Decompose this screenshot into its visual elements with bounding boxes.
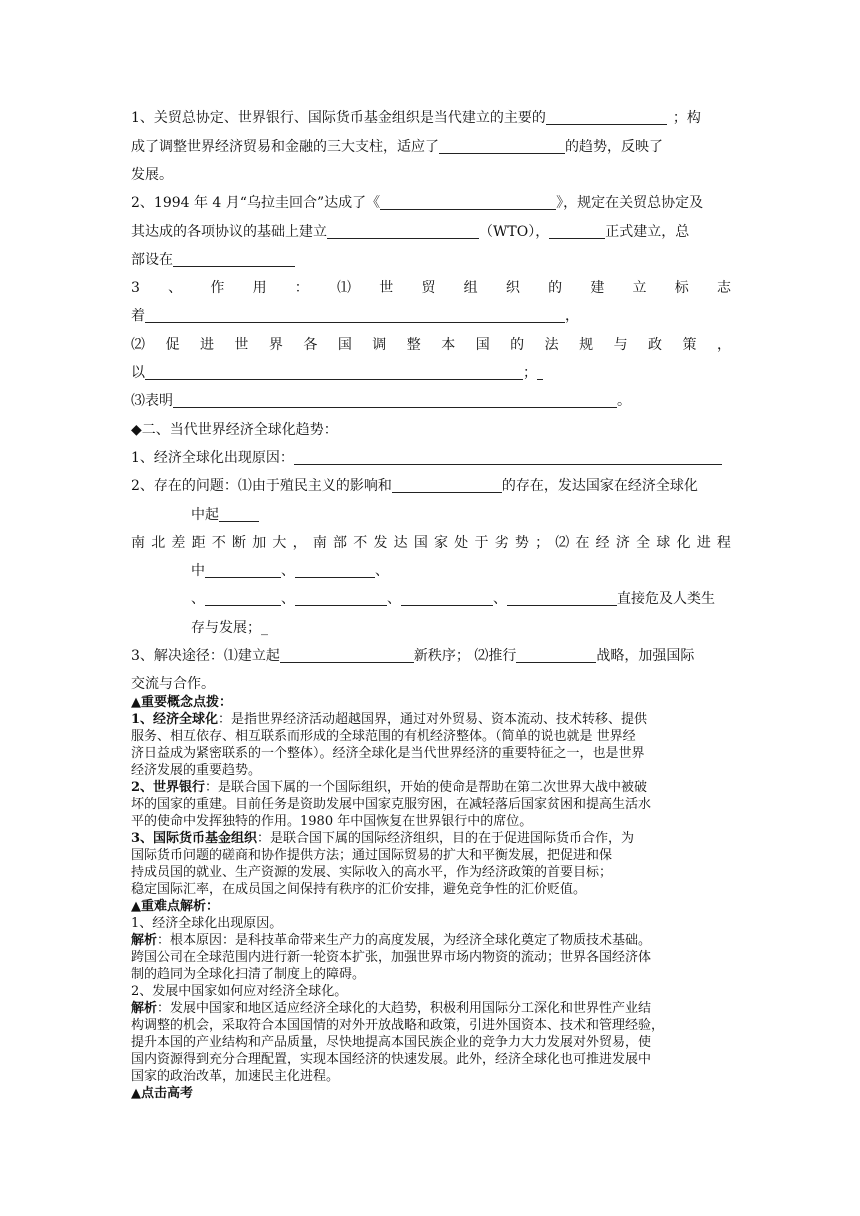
analysis-answer-2-line: 国内资源得到充分合理配置，实现本国经济的快速发展。此外，经济全球化也可推进发展中: [131, 1052, 652, 1067]
blank: [537, 364, 543, 380]
blank: [439, 138, 565, 154]
q2-line-3: 部设在: [131, 250, 731, 270]
blank: [294, 449, 722, 465]
section-2-title: ◆二、当代世界经济全球化趋势：: [131, 422, 338, 438]
analysis-question-1: 1、经济全球化出现原因。: [131, 916, 283, 931]
blank: [516, 647, 596, 663]
analysis-title: ▲重难点解析：: [131, 899, 219, 914]
s2-item-2-line: 、 、 、 、 直接危及人类生: [191, 591, 715, 607]
concept-1-line: 服务、相互依存、相互联系而形成的全球范围的有机经济整体。（简单的说也就是 世界经: [131, 729, 636, 744]
analysis-answer-2-line: 构调整的机会，采取符合本国国情的对外开放战略和政策，引进外国资本、技术和管理经验，: [131, 1018, 665, 1033]
q3-line-5: ⑶表明 。: [131, 393, 631, 409]
concept-1-line: 济日益成为紧密联系的一个整体）。经济全球化是当代世界经济的重要特征之一，也是世界: [131, 746, 645, 761]
concept-3: 3、国际货币基金组织：是联合国下属的国际经济组织，目的在于促进国际货币合作，为: [131, 831, 635, 846]
s2-item-2-line: 中 、 、: [191, 563, 389, 579]
blank: [295, 590, 387, 606]
blank: [145, 364, 523, 380]
s2-item-3-cont: 交流与合作。: [131, 676, 215, 692]
concept-3-line: 稳定国际汇率，在成员国之间保持有秩序的汇价安排，避免竞争性的汇价贬值。: [131, 882, 587, 897]
analysis-answer-2: 解析：发展中国家和地区适应经济全球化的大趋势，积极利用国际分工深化和世界性产业结: [131, 1001, 652, 1016]
q2-line-1: 2、1994 年 4 月“乌拉圭回合”达成了《 》，规定在关贸总协定及: [131, 195, 704, 211]
concept-2-line: 坏的国家的重建。目前任务是资助发展中国家克服穷困，在减轻落后国家贫困和提高生活水: [131, 797, 652, 812]
concepts-title: ▲重要概念点拨：: [131, 695, 232, 710]
blank: [219, 506, 259, 522]
concept-1-line: 经济发展的重要趋势。: [131, 763, 262, 778]
q2-line-2: 其达成的各项协议的基础上建立 （WTO）， 正式建立，总: [131, 224, 690, 240]
analysis-answer-1-line: 制的趋同为全球化扫清了制度上的障碍。: [131, 967, 366, 982]
analysis-answer-2-line: 提升本国的产业结构和产品质量，尽快地提高本国民族企业的竞争力大力发展对外贸易，使: [131, 1035, 652, 1050]
concept-2: 2、世界银行：是联合国下属的一个国际组织，开始的使命是帮助在第二次世界大战中被破: [131, 780, 648, 795]
blank: [280, 647, 414, 663]
s2-item-2-line: 存与发展；_: [191, 620, 268, 636]
concept-3-line: 国际货币问题的磋商和协作提供方法；通过国际贸易的扩大和平衡发展，把促进和保: [131, 848, 613, 863]
blank: [327, 223, 479, 239]
concept-1: 1、经济全球化：是指世界经济活动超越国界，通过对外贸易、资本流动、技术转移、提供: [131, 712, 648, 727]
s2-item-2-line: 南 北 差 距 不 断 加 大 ， 南 部 不 发 达 国 家 处 于 劣 势 ； ⑵ 在 经 济 全 球 化 进 程: [131, 535, 731, 551]
s2-item-2-cont: 中起: [191, 505, 731, 525]
q3-line-3: ⑵ 促 进 世 界 各 国 调 整 本 国 的 法 规 与 政 策 ，: [131, 337, 731, 353]
analysis-question-2: 2、发展中国家如何应对经济全球化。: [131, 984, 348, 999]
blank: [549, 223, 605, 239]
blank: [507, 590, 617, 606]
blank: [173, 251, 295, 267]
s2-item-3: 3、解决途径：⑴建立起 新秩序； ⑵推行 战略，加强国际: [131, 648, 695, 664]
blank: [295, 562, 375, 578]
blank: [380, 194, 556, 210]
blank: [392, 477, 502, 493]
concept-3-line: 持成员国的就业、生产资源的发展、实际收入的高水平，作为经济政策的首要目标；: [131, 865, 613, 880]
analysis-answer-2-line: 国家的政治改革，加速民主化进程。: [131, 1069, 340, 1084]
blank: [205, 590, 281, 606]
s2-item-1: 1、经济全球化出现原因：: [131, 448, 731, 468]
q3-line-1: 3 、 作 用 ： ⑴ 世 贸 组 织 的 建 立 标 志: [131, 280, 731, 296]
q3-line-4: 以 ；: [131, 363, 731, 383]
blank: [173, 392, 617, 408]
analysis-answer-1-line: 跨国公司在全球范围内进行新一轮资本扩张，加强世界市场内物资的流动；世界各国经济体: [131, 950, 652, 965]
exam-title: ▲点击高考: [131, 1086, 193, 1101]
blank: [546, 109, 667, 125]
concept-2-line: 平的使命中发挥独特的作用。1980 年中国恢复在世界银行中的席位。: [131, 814, 533, 829]
blank: [145, 307, 565, 323]
blank: [205, 562, 281, 578]
q1-line-3: 发展。: [131, 167, 173, 183]
q1-line-2: 成了调整世界经济贸易和金融的三大支柱，适应了 的趋势，反映了: [131, 139, 663, 155]
analysis-answer-1: 解析：根本原因：是科技革命带来生产力的高度发展，为经济全球化奠定了物质技术基础。: [131, 933, 652, 948]
s2-item-2: 2、存在的问题：⑴由于殖民主义的影响和 的存在，发达国家在经济全球化: [131, 478, 698, 494]
blank: [401, 590, 493, 606]
q3-line-2: 着 ，: [131, 308, 579, 324]
q1-line-1: 1、关贸总协定、世界银行、国际货币基金组织是当代建立的主要的 ；构: [131, 110, 701, 126]
